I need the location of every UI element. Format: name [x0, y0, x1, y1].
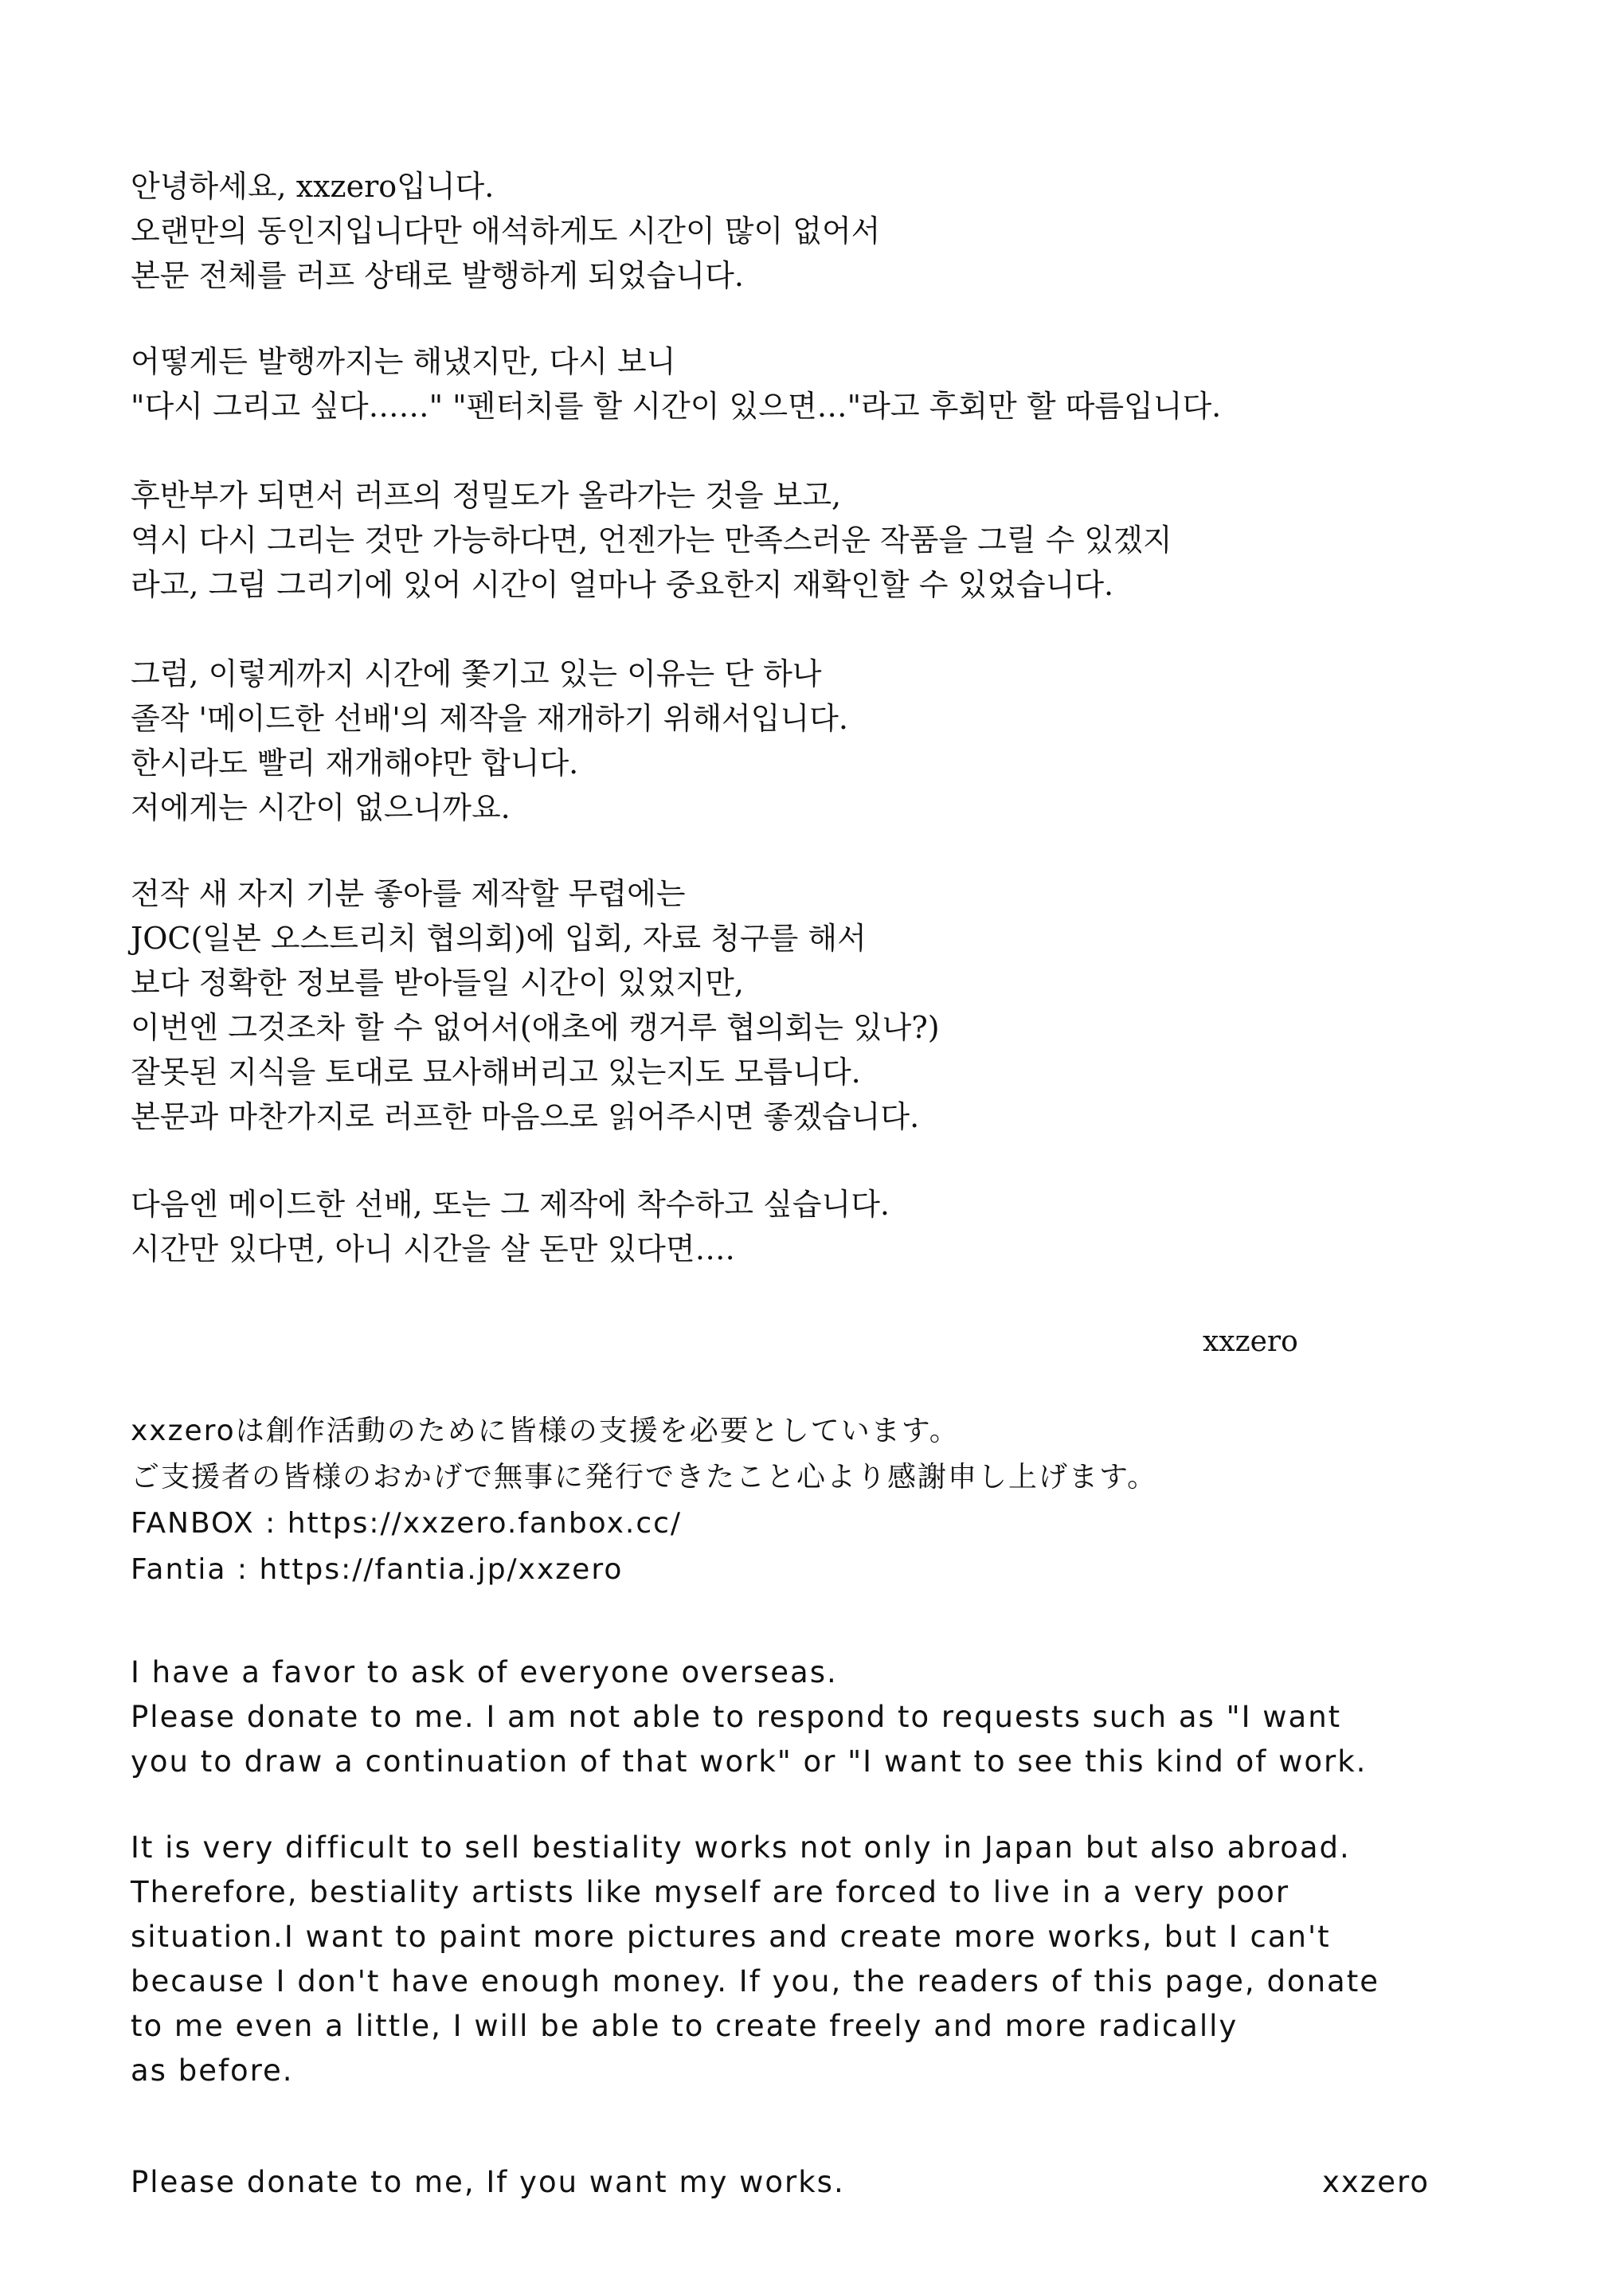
text-line: 이번엔 그것조차 할 수 없어서(애초에 캥거루 협의회는 있나?) [131, 1010, 940, 1045]
text-line: 후반부가 되면서 러프의 정밀도가 올라가는 것을 보고, [131, 478, 842, 513]
text-line: 오랜만의 동인지입니다만 애석하게도 시간이 많이 없어서 [131, 213, 881, 249]
text-line: you to draw a continuation of that work" or "I want to see this kind of work. [131, 1744, 1368, 1779]
korean-paragraph-4 [131, 652, 1532, 830]
english-paragraph-2 [131, 1826, 1532, 2093]
text-line: 전작 새 자지 기분 좋아를 제작할 무렵에는 [131, 876, 686, 911]
text-line: It is very difficult to sell bestiality works not only in Japan but also abroad. [131, 1830, 1351, 1865]
text-line: to me even a little, I will be able to create freely and more radically [131, 2009, 1239, 2043]
english-paragraph-1 [131, 1650, 1532, 1784]
text-line: 안녕하세요, xxzero입니다. [131, 169, 495, 204]
japanese-support-note [131, 1408, 1532, 1593]
text-line: Please donate to me, If you want my works. [131, 2165, 845, 2199]
korean-paragraph-1 [131, 164, 1532, 298]
text-line: 한시라도 빨리 재개해야만 합니다. [131, 746, 579, 781]
text-line: xxzeroは創作活動のために皆様の支援を必要としています。 [131, 1415, 960, 1447]
text-line: 잘못된 지식을 토대로 묘사해버리고 있는지도 모릅니다. [131, 1055, 861, 1090]
text-line: 그럼, 이렇게까지 시간에 쫓기고 있는 이유는 단 하나 [131, 656, 822, 691]
fanbox-link[interactable]: FANBOX : https://xxzero.fanbox.cc/ [131, 1507, 683, 1540]
text-line: situation.I want to paint more pictures and create more works, but I can't [131, 1920, 1331, 1954]
korean-paragraph-5 [131, 871, 1532, 1139]
text-line: 시간만 있다면, 아니 시간을 살 돈만 있다면…. [131, 1231, 735, 1266]
text-line: 다음엔 메이드한 선배, 또는 그 제작에 착수하고 싶습니다. [131, 1187, 890, 1222]
text-line: 어떻게든 발행까지는 해냈지만, 다시 보니 [131, 344, 676, 379]
text-line: 저에게는 시간이 없으니까요. [131, 790, 511, 825]
fantia-link[interactable]: Fantia : https://fantia.jp/xxzero [131, 1553, 624, 1586]
text-line: 라고, 그림 그리기에 있어 시간이 얼마나 중요한지 재확인할 수 있었습니다. [131, 567, 1114, 602]
korean-paragraph-3 [131, 473, 1532, 607]
text-line: I have a favor to ask of everyone overseas. [131, 1655, 838, 1689]
text-line: 본문 전체를 러프 상태로 발행하게 되었습니다. [131, 258, 744, 293]
text-line: 보다 정확한 정보를 받아들일 시간이 있었지만, [131, 965, 744, 1000]
text-line: Therefore, bestiality artists like myself are forced to live in a very poor [131, 1875, 1290, 1909]
text-line: because I don't have enough money. If you, the readers of this page, donate [131, 1964, 1379, 1998]
text-line: as before. [131, 2053, 294, 2088]
korean-signature: xxzero [1203, 1325, 1298, 1358]
text-line: 본문과 마찬가지로 러프한 마음으로 읽어주시면 좋겠습니다. [131, 1099, 920, 1134]
korean-paragraph-6 [131, 1182, 1532, 1271]
text-line: Please donate to me. I am not able to respond to requests such as "I want [131, 1700, 1342, 1734]
text-line: "다시 그리고 싶다……" "펜터치를 할 시간이 있으면…"라고 후회만 할 따름입니다. [131, 389, 1222, 424]
text-line: 역시 다시 그리는 것만 가능하다면, 언젠가는 만족스러운 작품을 그릴 수 있겠지 [131, 523, 1172, 558]
text-line: 졸작 '메이드한 선배'의 제작을 재개하기 위해서입니다. [131, 701, 848, 736]
korean-paragraph-2 [131, 339, 1532, 429]
english-signature: xxzero [1322, 2165, 1430, 2199]
text-line: ご支援者の皆様のおかげで無事に発行できたこと心より感謝申し上げます。 [131, 1461, 1158, 1493]
text-line: JOC(일본 오스트리치 협의회)에 입회, 자료 청구를 해서 [131, 921, 867, 956]
